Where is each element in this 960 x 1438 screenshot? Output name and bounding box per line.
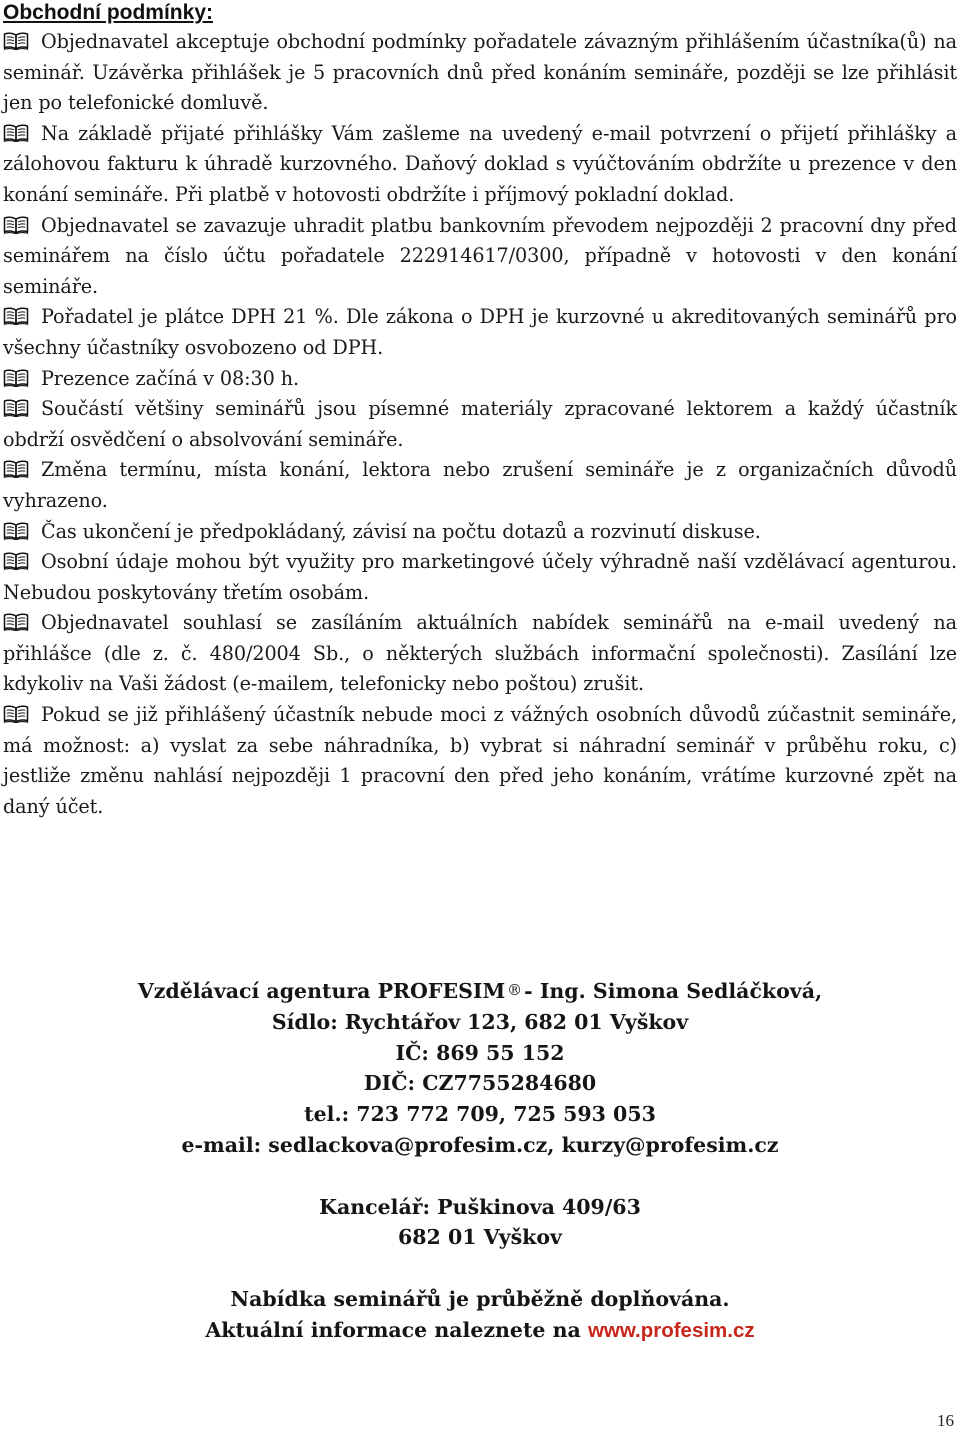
info-prefix: Aktuální informace naleznete na — [205, 1317, 581, 1342]
website-link[interactable]: www.profesim.cz — [587, 1318, 755, 1342]
terms-item — [3, 211, 957, 303]
terms-item — [3, 364, 957, 395]
page-number: 16 — [937, 1411, 954, 1430]
email-line: e-mail: sedlackova@profesim.cz, kurzy@profesim.cz — [181, 1132, 779, 1157]
open-book-icon — [3, 369, 29, 387]
seat-line: Sídlo: Rychtářov 123, 682 01 Vyškov — [271, 1009, 689, 1034]
agency-owner: - Ing. Simona Sedláčková, — [524, 979, 823, 1003]
spacer — [0, 1161, 960, 1192]
registered-mark: ® — [507, 981, 523, 999]
spacer — [0, 1253, 960, 1284]
contact-block — [0, 975, 960, 1347]
phone-line: tel.: 723 772 709, 725 593 053 — [304, 1102, 656, 1127]
open-book-icon — [3, 522, 29, 540]
terms-item-text: Pořadatel je plátce DPH 21 %. Dle zákona o DPH je kurzovné u akreditovaných seminářů pro všechny účastníky osvobozeno od DPH. — [3, 305, 957, 359]
terms-item-text: Čas ukončení je předpokládaný, závisí na počtu dotazů a rozvinutí diskuse. — [41, 519, 761, 543]
terms-item-text: Objednavatel se zavazuje uhradit platbu bankovním převodem nejpozději 2 pracovní dny před seminářem na číslo účtu pořadatele 222914617/0300, případně v hotovosti v den konání semináře. — [3, 213, 957, 298]
dic-line: DIČ: CZ7755284680 — [363, 1071, 597, 1096]
open-book-icon — [3, 460, 29, 478]
terms-item — [3, 27, 957, 119]
office-line: Kancelář: Puškinova 409/63 — [319, 1194, 641, 1219]
terms-heading: Obchodní podmínky: — [3, 1, 213, 24]
terms-item-text: Na základě přijaté přihlášky Vám zašleme na uvedený e-mail potvrzení o přijetí přihlášky a zálohovou fakturu k úhradě kurzovného. Daňový doklad s vyúčtováním obdržíte u prezence v den konání semináře. Při platbě v hotovosti obdržíte i příjmový pokladní doklad. — [3, 121, 957, 206]
agency-line — [0, 975, 960, 1007]
open-book-icon — [3, 307, 29, 325]
open-book-icon — [3, 32, 29, 50]
open-book-icon — [3, 399, 29, 417]
terms-item-text: Objednavatel akceptuje obchodní podmínky pořadatele závazným přihlášením účastníka(ů) na seminář. Uzávěrka přihlášek je 5 pracovních dnů před konáním semináře, později se lze přihlásit jen po telefonické domluvě. — [3, 30, 957, 115]
terms-item — [3, 455, 957, 516]
terms-item-text: Prezence začíná v 08:30 h. — [41, 366, 299, 390]
offer-note: Nabídka seminářů je průběžně doplňována. — [230, 1286, 730, 1311]
terms-item — [3, 302, 957, 363]
terms-item — [3, 394, 957, 455]
open-book-icon — [3, 552, 29, 570]
terms-item — [3, 700, 957, 822]
agency-name: Vzdělávací agentura PROFESIM — [137, 979, 506, 1003]
terms-list — [3, 27, 957, 822]
office-city-line: 682 01 Vyškov — [398, 1225, 562, 1250]
info-line — [0, 1315, 960, 1347]
open-book-icon — [3, 124, 29, 142]
terms-item-text: Osobní údaje mohou být využity pro marketingové účely výhradně naší vzdělávací agenturou. Nebudou poskytovány třetím osobám. — [3, 550, 957, 604]
terms-item-text: Změna termínu, místa konání, lektora nebo zrušení semináře je z organizačních důvodů vyhrazeno. — [3, 458, 957, 512]
terms-item — [3, 517, 957, 548]
terms-item-text: Součástí většiny seminářů jsou písemné materiály zpracované lektorem a každý účastník obdrží osvědčení o absolvování semináře. — [3, 397, 957, 451]
open-book-icon — [3, 613, 29, 631]
terms-item-text: Pokud se již přihlášený účastník nebude moci z vážných osobních důvodů zúčastnit semináře, má možnost: a) vyslat za sebe náhradníka, b) vybrat si náhradní seminář v průběhu roku, c) jestliže změnu nahlásí nejpozději 1 pracovní den před jeho konáním, vrátíme kurzovné zpět na daný účet. — [3, 703, 957, 818]
ic-line: IČ: 869 55 152 — [395, 1040, 565, 1065]
terms-item — [3, 547, 957, 608]
open-book-icon — [3, 705, 29, 723]
open-book-icon — [3, 216, 29, 234]
terms-item — [3, 608, 957, 700]
terms-item-text: Objednavatel souhlasí se zasíláním aktuálních nabídek seminářů na e-mail uvedený na přihlášce (dle z. č. 480/2004 Sb., o některých službách informační společnosti). Zasílání lze kdykoliv na Vaši žádost (e-mailem, telefonicky nebo poštou) zrušit. — [3, 611, 957, 696]
terms-item — [3, 119, 957, 211]
